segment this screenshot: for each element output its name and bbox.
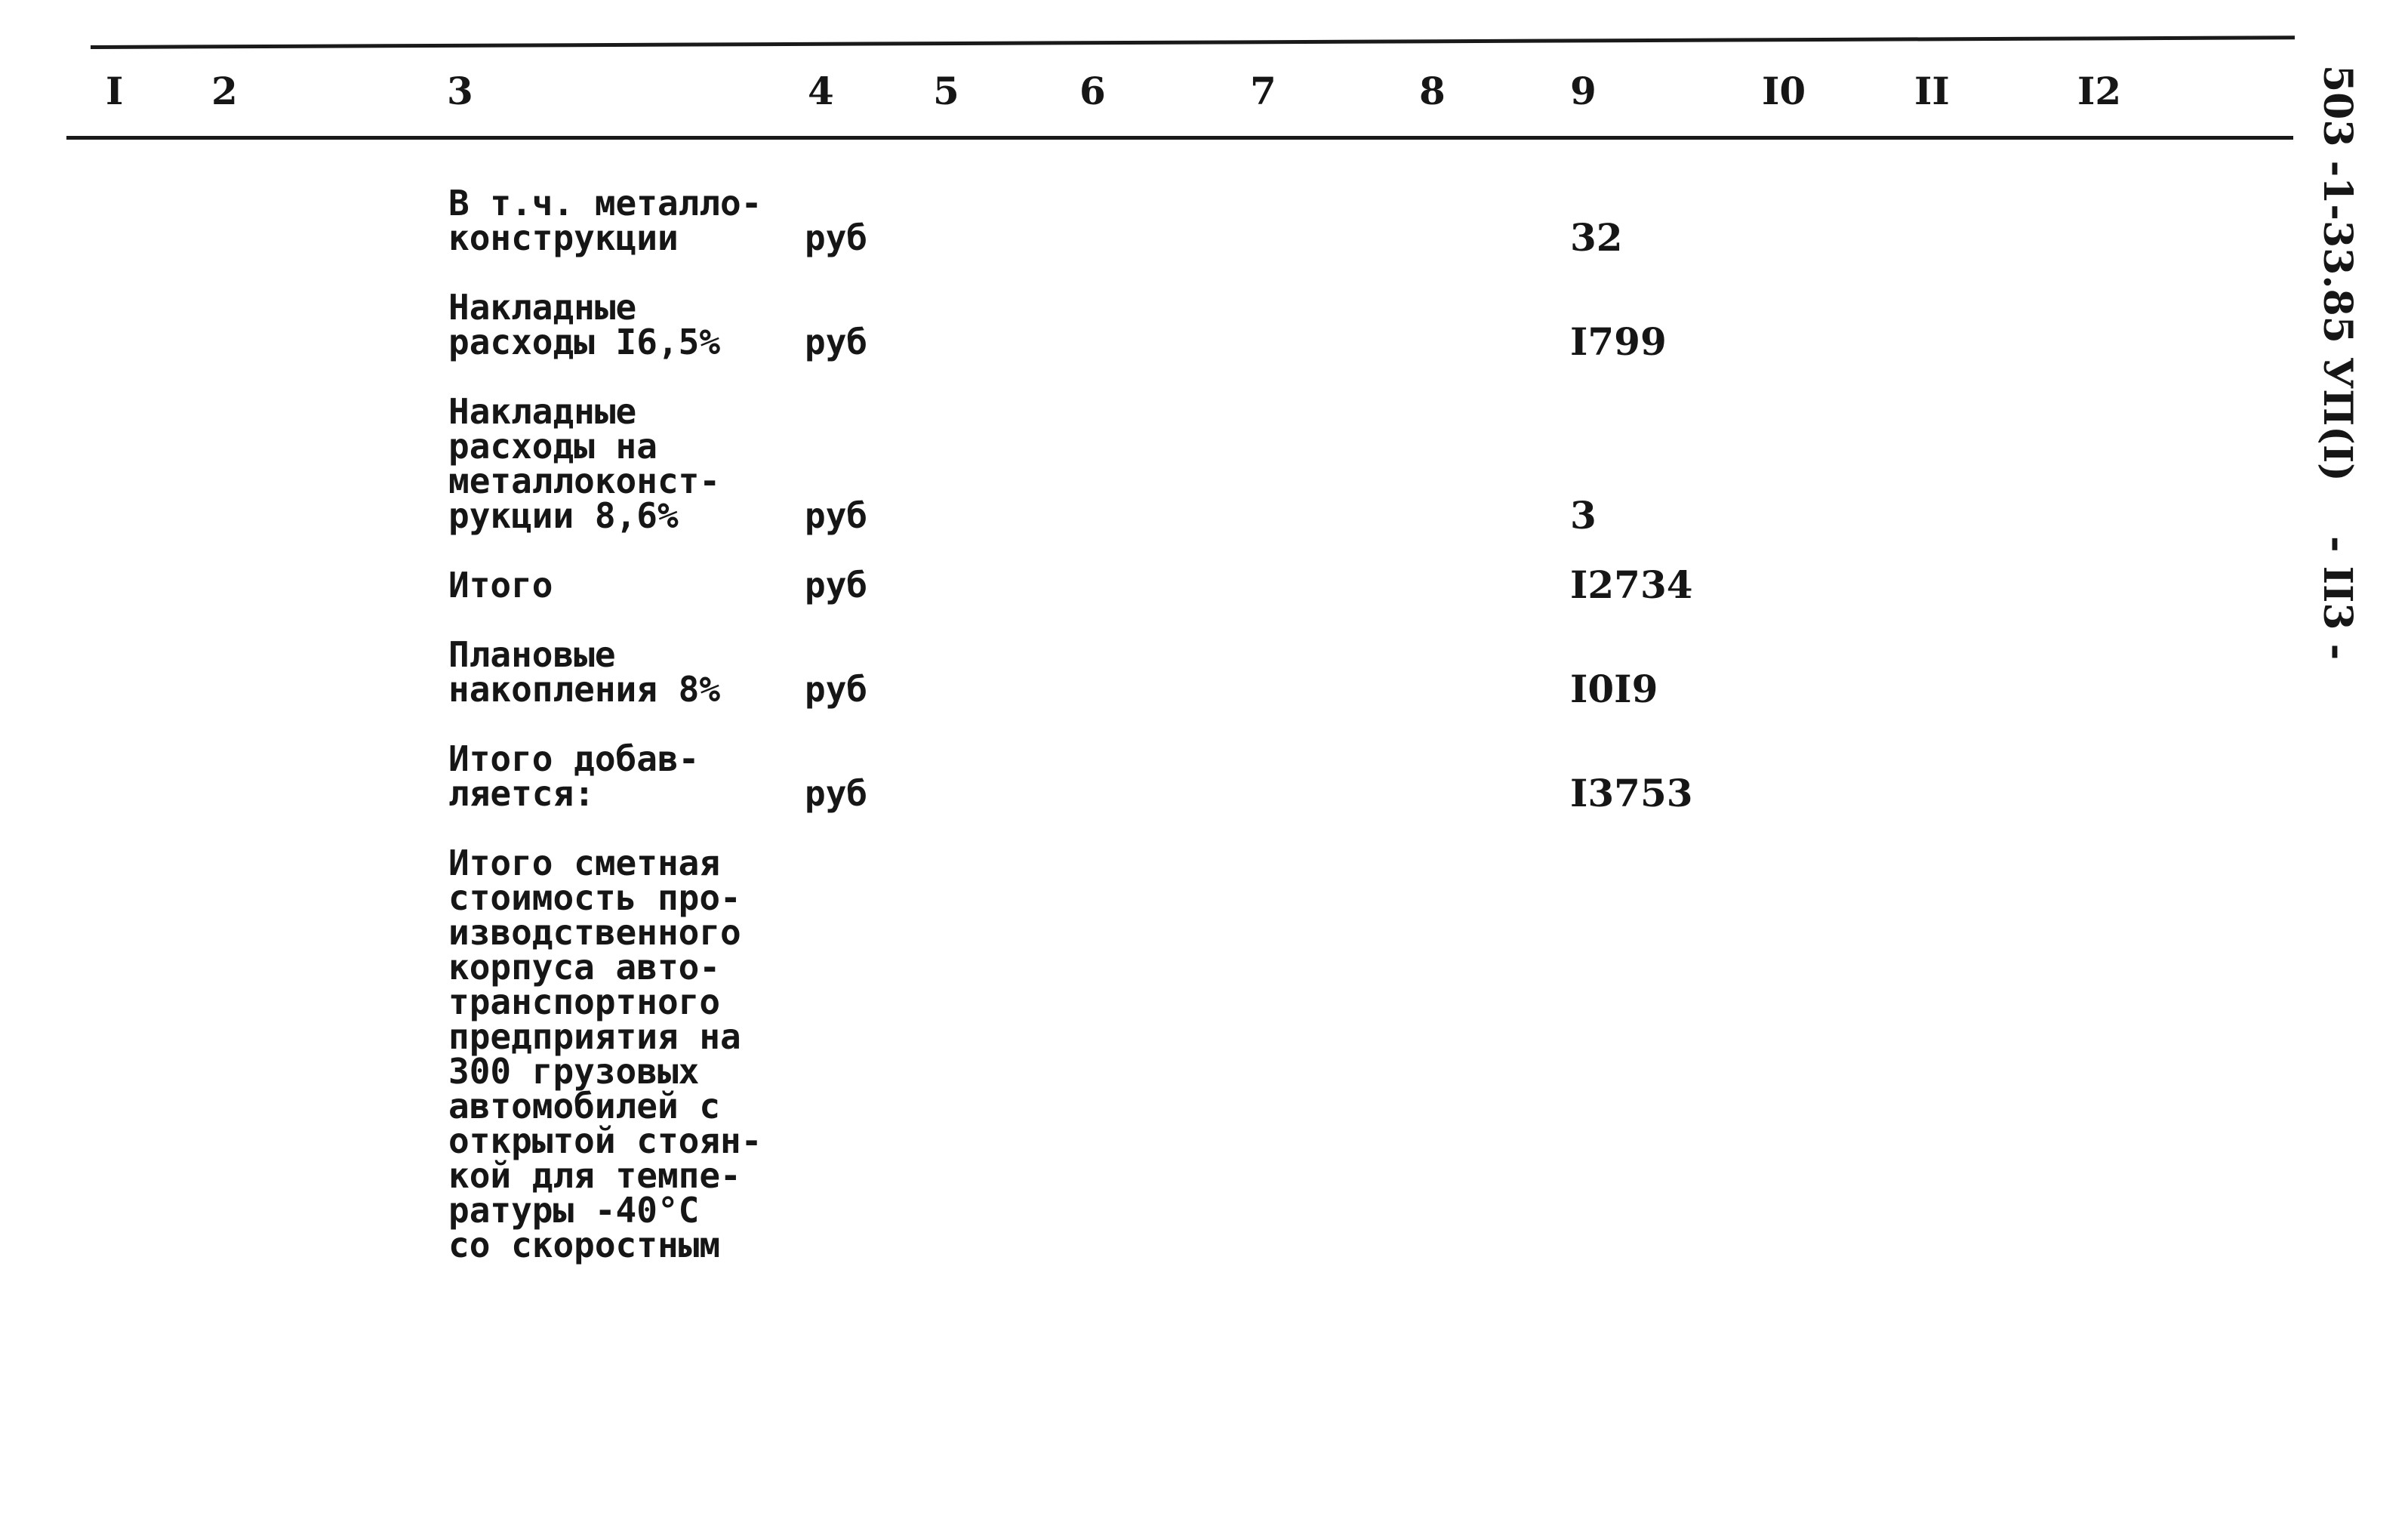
row-value: I2734: [1570, 562, 1693, 607]
row-unit: руб: [805, 217, 868, 258]
column-number-12: I2: [2077, 69, 2122, 113]
row-description: Накладные расходы I6,5%: [448, 287, 721, 362]
row-value: 3: [1570, 493, 1597, 538]
row-value: 32: [1570, 215, 1623, 260]
column-number-3: 3: [447, 69, 473, 113]
row-description: В т.ч. металло- конструкции: [448, 183, 762, 258]
row-unit: руб: [805, 773, 868, 814]
row-value: I3753: [1570, 771, 1693, 815]
row-description: Плановые накопления 8%: [448, 634, 721, 710]
page-number: - II3 -: [2314, 536, 2360, 661]
column-number-9: 9: [1570, 69, 1597, 113]
column-number-8: 8: [1419, 69, 1446, 113]
column-number-1: I: [106, 69, 124, 113]
row-unit: руб: [805, 322, 868, 362]
document-code: 503 -1-33.85 УП(I): [2314, 65, 2360, 482]
row-description-continued: Итого сметная стоимость про- изводственного корпуса авто- транспортного предприятия на 300 грузовых автомобилей с открытой стоян- кой для темпе- ратуры -40°С со скоростным: [448, 843, 762, 1265]
row-unit: руб: [805, 669, 868, 710]
column-number-2: 2: [211, 69, 238, 113]
row-value: I799: [1570, 319, 1667, 364]
row-description: Накладные расходы на металлоконст- рукции 8,6%: [448, 391, 721, 536]
column-number-7: 7: [1250, 69, 1276, 113]
header-bottom-rule: [66, 136, 2293, 140]
column-number-4: 4: [808, 69, 834, 113]
column-number-11: II: [1914, 69, 1950, 113]
column-number-10: I0: [1762, 69, 1806, 113]
row-description: Итого добав- ляется:: [448, 738, 700, 814]
row-description: Итого: [448, 565, 553, 605]
row-unit: руб: [805, 495, 868, 536]
header-top-rule: [91, 35, 2295, 49]
row-unit: руб: [805, 565, 868, 605]
row-value: I0I9: [1570, 667, 1658, 711]
column-number-6: 6: [1079, 69, 1106, 113]
column-number-5: 5: [933, 69, 959, 113]
